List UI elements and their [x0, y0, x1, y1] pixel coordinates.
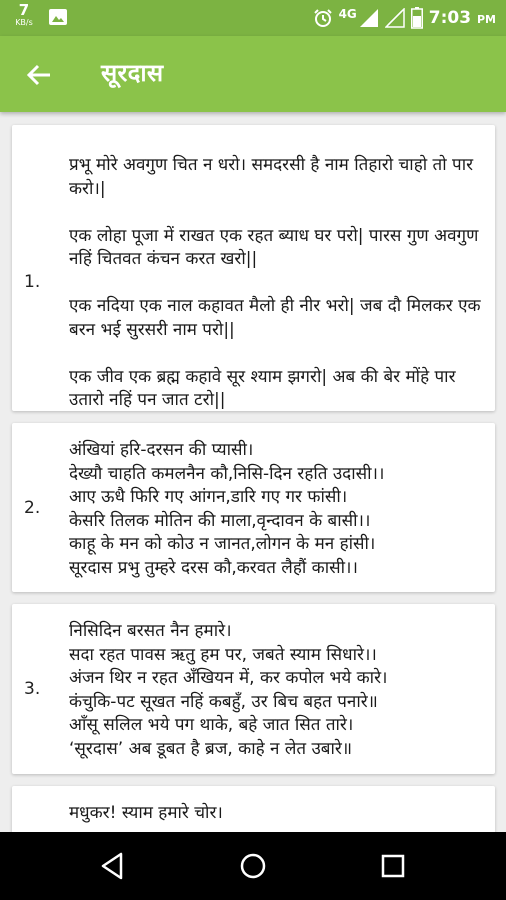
alarm-icon: [313, 8, 333, 28]
network-type: 4G: [338, 7, 357, 21]
poem-card[interactable]: [12, 125, 495, 411]
poem-card[interactable]: [12, 423, 495, 592]
app-bar: [0, 36, 506, 112]
poem-card[interactable]: [12, 786, 495, 832]
image-notification-icon: [49, 9, 67, 25]
signal-empty-icon: [385, 8, 405, 28]
poem-text: मधुकर! स्याम हमारे चोर।: [69, 803, 223, 823]
poem-card[interactable]: [12, 604, 495, 774]
poem-number: 2.: [24, 498, 41, 518]
poem-text: निसिदिन बरसत नैन हमारे। सदा रहत पावस ऋतु हम पर, जबते स्याम सिधारे।। अंजन थिर न रहत अँखियन में, कर कपोल भये कारे। कंचुकि-पट सूखत नहिं कबहुँ, उर बिच बहत पनारे॥ आँसू सलिल भये पग थाके, बहे जात सित तारे। ‘सूरदास’ अब डूबत है ब्रज, काहे न लेत उबारे॥: [69, 621, 388, 759]
navigation-bar: [0, 832, 506, 900]
arrow-left-icon[interactable]: [24, 60, 54, 90]
status-bar: [0, 0, 506, 36]
status-time: 7:03 PM: [428, 8, 496, 28]
poem-text: प्रभू मोरे अवगुण चित न धरो। समदरसी है नाम तिहारो चाहो तो पार करो।| एक लोहा पूजा में राखत एक रहत ब्याध घर परो| पारस गुण अवगुण नहिं चितवत कंचन करत खरो|| एक नदिया एक नाल कहावत मैलो ही नीर भरो| जब दौ मिलकर एक बरन भई सुरसरी नाम परो|| एक जीव एक ब्रह्म कहावे सूर श्याम झगरो| अब की बेर मोंहे पार उतारो नहिं पन जात टरो||: [69, 155, 481, 410]
poem-number: 3.: [24, 679, 41, 699]
poem-text: अंखियां हरि-दरसन की प्यासी। देख्यौ चाहति कमलनैन कौ,निसि-दिन रहति उदासी।। आए ऊधै फिरि गए आंगन,डारि गए गर फांसी। केसरि तिलक मोतिन की माला,वृन्दावन के बासी।। काहू के मन को कोउ न जानत,लोगन के मन हांसी। सूरदास प्रभु तुम्हरे दरस कौ,करवत लैहौं कासी।।: [69, 440, 385, 578]
triangle-back-icon[interactable]: [93, 846, 133, 886]
circle-home-icon[interactable]: [233, 846, 273, 886]
poem-number: 1.: [24, 272, 41, 292]
poem-list[interactable]: [0, 112, 506, 832]
network-speed-value: 7: [18, 1, 30, 19]
signal-icon: [359, 8, 379, 28]
square-recents-icon[interactable]: [373, 846, 413, 886]
page-title: सूरदास: [101, 59, 164, 87]
network-speed-unit: KB/s: [15, 18, 33, 27]
battery-icon: [411, 7, 423, 29]
network-speed: [12, 3, 36, 27]
